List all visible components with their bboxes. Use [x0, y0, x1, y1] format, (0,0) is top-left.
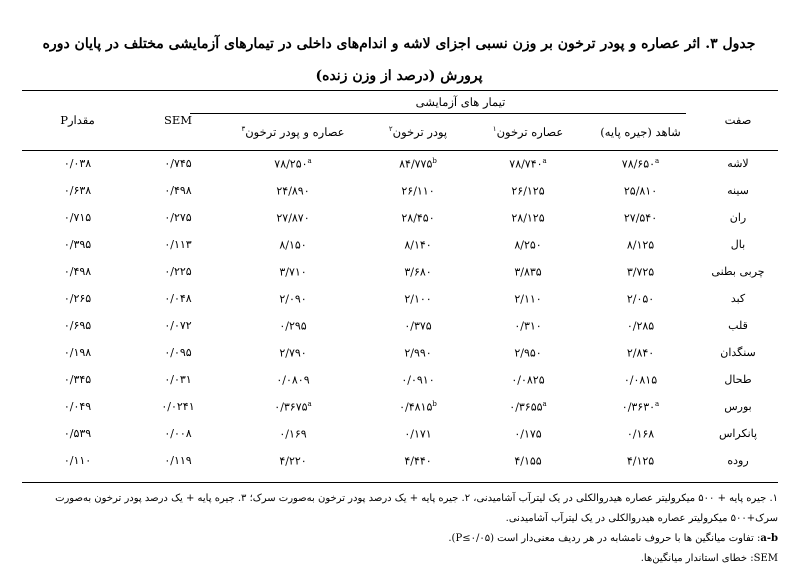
cell-p-value: ۰/۲۶۵ [63, 292, 92, 305]
header-powder: پودر ترخون$^۲$ [388, 124, 448, 139]
cell-sem: ۰/۰۰۸ [164, 427, 192, 440]
table-row [22, 339, 778, 366]
cell-p-value: ۰/۶۳۸ [63, 184, 92, 197]
cell-control: ۸/۱۲۵ [626, 238, 655, 252]
note-sem: SEM: خطای استاندار میانگین‌ها. [640, 553, 778, 564]
cell-juice: ۲۸/۱۲۵ [511, 211, 545, 225]
cell-sem: ۰/۰۲۴۱ [161, 400, 195, 413]
header-juice-powder: عصاره و پودر ترخون$^۳$ [241, 124, 345, 139]
cell-sem: ۰/۴۹۸ [164, 184, 192, 197]
cell-control: ۲۷/۵۴۰ [623, 211, 658, 225]
table-row [22, 204, 778, 231]
cell-p-value: ۰/۴۹۸ [63, 265, 92, 278]
cell-control: ۲۵/۸۱۰ [623, 184, 658, 198]
cell-juice: ۰/۳۶۵۵$^a$ [509, 399, 547, 414]
cell-juice-powder: ۳/۷۱۰ [279, 265, 307, 279]
table-title: جدول ۳. اثر عصاره و پودر ترخون بر وزن نسبی اجزای لاشه و اندام‌های داخلی در تیمارهای آزمایشی مختلف در پایان دوره پرورش (درصد از وزن زنده) [42, 36, 756, 84]
table-row [22, 366, 778, 393]
table-row [22, 447, 778, 474]
note-significance: a-b: تفاوت میانگین ها با حروف نامشابه در هر ردیف معنی‌دار است (P≤۰/۰۵). [448, 533, 778, 544]
cell-p-value: ۰/۰۴۹ [63, 400, 92, 413]
cell-control: ۴/۱۲۵ [626, 454, 655, 468]
table-row [22, 258, 778, 285]
cell-juice-powder: ۴/۲۲۰ [279, 454, 307, 468]
table-row [22, 285, 778, 312]
table-row [22, 231, 778, 258]
cell-juice-powder: ۲۴/۸۹۰ [276, 184, 310, 198]
cell-p-value: ۰/۱۹۸ [63, 346, 92, 359]
header-juice: عصاره ترخون$^۱$ [492, 124, 564, 139]
cell-powder: ۲/۹۹۰ [404, 346, 432, 360]
cell-control: ۲/۸۴۰ [626, 346, 655, 360]
cell-trait: قلب [728, 319, 748, 332]
cell-sem: ۰/۰۳۱ [164, 373, 192, 386]
table-row [22, 420, 778, 447]
cell-sem: ۰/۰۴۸ [164, 292, 192, 305]
table-notes [22, 489, 778, 569]
cell-trait: پانکراس [718, 427, 758, 440]
cell-juice: ۳/۸۳۵ [514, 265, 542, 279]
cell-juice-powder: ۲/۰۹۰ [279, 292, 307, 306]
cell-sem: ۰/۱۱۹ [164, 454, 192, 467]
cell-juice: ۰/۰۸۲۵ [511, 373, 545, 387]
cell-sem: ۰/۷۴۵ [164, 157, 192, 170]
cell-powder: ۲۸/۴۵۰ [401, 211, 435, 225]
cell-powder: ۸/۱۴۰ [404, 238, 432, 252]
cell-juice: ۲۶/۱۲۵ [511, 184, 545, 198]
cell-trait: لاشه [727, 157, 749, 170]
cell-powder: ۸۴/۷۷۵$^b$ [399, 156, 437, 171]
cell-p-value: ۰/۶۹۵ [63, 319, 92, 332]
cell-sem: ۰/۲۲۵ [164, 265, 192, 278]
cell-sem: ۰/۱۱۳ [164, 238, 192, 251]
cell-trait: روده [727, 454, 749, 467]
cell-juice: ۴/۱۵۵ [514, 454, 542, 468]
header-p-value: مقدارP [60, 113, 95, 127]
cell-trait: ران [729, 211, 747, 224]
cell-sem: ۰/۰۹۵ [164, 346, 192, 359]
cell-trait: سینه [727, 184, 749, 197]
cell-juice-powder: ۸/۱۵۰ [279, 238, 307, 252]
cell-juice: ۲/۱۱۰ [514, 292, 542, 306]
cell-juice-powder: ۰/۱۶۹ [279, 427, 307, 441]
cell-juice-powder: ۲۷/۸۷۰ [276, 211, 310, 225]
cell-trait: کبد [730, 292, 746, 305]
cell-control: ۰/۰۸۱۵ [623, 373, 658, 387]
cell-juice: ۸/۲۵۰ [514, 238, 542, 252]
header-sem: SEM [163, 113, 193, 127]
cell-juice: ۰/۳۱۰ [514, 319, 542, 333]
header-treatments-group: تیمار های آزمایشی [415, 94, 506, 109]
cell-p-value: ۰/۱۱۰ [63, 454, 92, 467]
cell-powder: ۴/۴۴۰ [404, 454, 432, 468]
cell-juice-powder: ۰/۲۹۵ [279, 319, 307, 333]
cell-sem: ۰/۲۷۵ [164, 211, 192, 224]
cell-powder: ۳/۶۸۰ [404, 265, 432, 279]
cell-p-value: ۰/۳۹۵ [63, 238, 92, 251]
cell-juice-powder: ۲/۷۹۰ [279, 346, 307, 360]
cell-juice: ۰/۱۷۵ [514, 427, 542, 441]
cell-juice-powder: ۰/۰۸۰۹ [276, 373, 310, 387]
cell-control: ۳/۷۲۵ [626, 265, 655, 279]
table-row [22, 393, 778, 420]
cell-trait: بورس [724, 400, 752, 413]
cell-powder: ۰/۳۷۵ [404, 319, 432, 333]
cell-trait: بال [730, 238, 746, 251]
cell-powder: ۰/۴۸۱۵$^b$ [399, 399, 437, 414]
cell-juice-powder: ۰/۳۶۷۵$^a$ [274, 399, 312, 414]
cell-control: ۰/۲۸۵ [626, 319, 655, 333]
cell-control: ۰/۳۶۳۰$^a$ [621, 399, 660, 414]
cell-powder: ۰/۱۷۱ [404, 427, 432, 441]
cell-control: ۲/۰۵۰ [626, 292, 655, 306]
header-control: شاهد (جیره پایه) [600, 124, 681, 139]
cell-p-value: ۰/۷۱۵ [63, 211, 92, 224]
bottom-rule [22, 482, 778, 483]
table-row [22, 312, 778, 339]
table-row [22, 177, 778, 204]
cell-trait: طحال [724, 373, 752, 386]
cell-trait: سنگدان [720, 346, 756, 359]
cell-juice: ۷۸/۷۴۰$^a$ [509, 156, 547, 171]
cell-control: ۷۸/۶۵۰$^a$ [621, 156, 660, 171]
cell-juice: ۲/۹۵۰ [514, 346, 542, 360]
results-table [22, 90, 778, 474]
cell-p-value: ۰/۵۳۹ [63, 427, 92, 440]
cell-powder: ۰/۰۹۱۰ [401, 373, 435, 387]
cell-sem: ۰/۰۷۲ [164, 319, 192, 332]
cell-control: ۰/۱۶۸ [626, 427, 655, 441]
cell-trait: چربی بطنی [711, 265, 765, 278]
table-row [22, 150, 778, 177]
header-trait: صفت [724, 113, 752, 127]
cell-powder: ۲۶/۱۱۰ [401, 184, 435, 198]
cell-p-value: ۰/۳۴۵ [63, 373, 92, 386]
cell-juice-powder: ۷۸/۲۵۰$^a$ [274, 156, 312, 171]
note-treatments: ۱. جیره پایه + ۵۰۰ میکرولیتر عصاره هیدروالکلی در یک لیترآب آشامیدنی، ۲. جیره پایه + یک درصد پودر ترخون به‌صورت سرک؛ ۳. جیره پایه + یک درصد پودر ترخون به‌صورت سرک+۵۰۰ میکرولیتر عصاره هیدروالکلی در یک لیترآب آشامیدنی. [55, 493, 778, 524]
cell-powder: ۲/۱۰۰ [404, 292, 432, 306]
cell-p-value: ۰/۰۳۸ [63, 157, 92, 170]
